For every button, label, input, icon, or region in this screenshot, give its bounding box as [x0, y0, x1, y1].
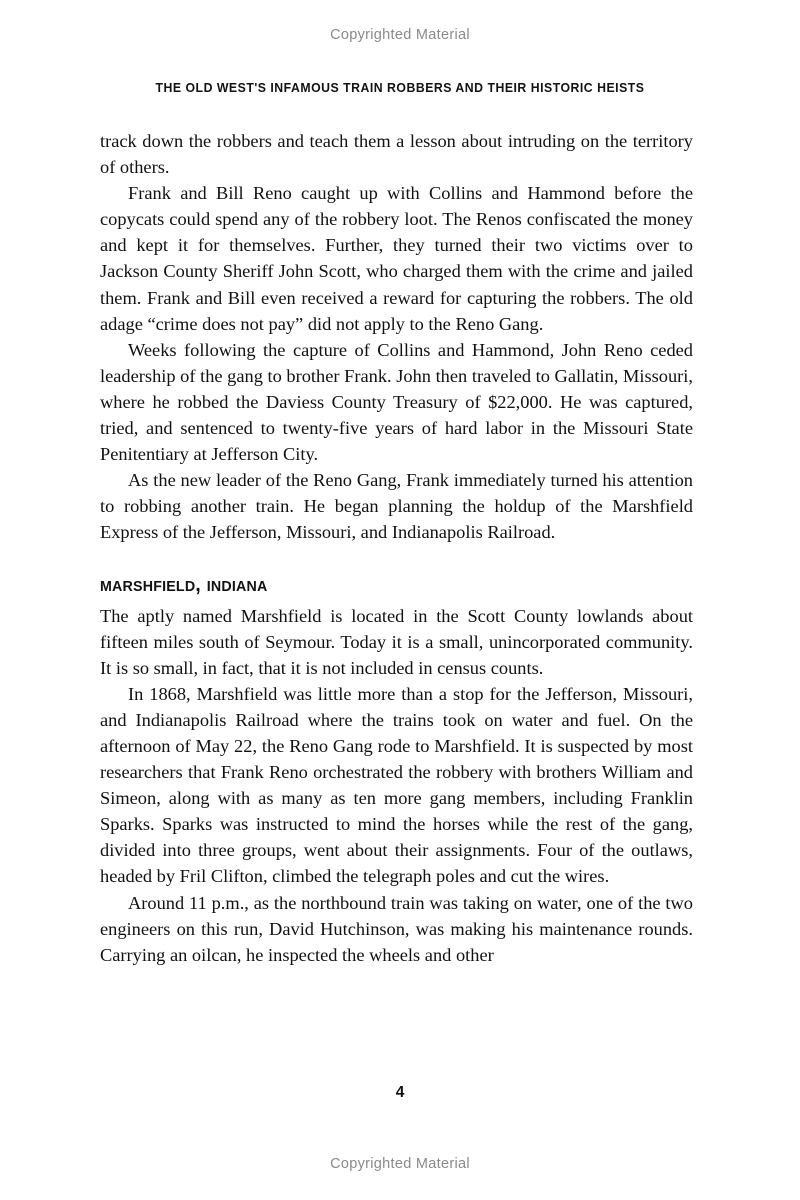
- paragraph-john-reno-gallatin: Weeks following the capture of Collins and Hammond, John Reno ceded leadership of the gang to brother Frank. John then traveled to Gallatin, Missouri, where he robbed the Daviess County Treasury of $22,000. He was captured, tried, and sentenced to twenty-five years of hard labor in the Missouri State Penitentiary at Jefferson City.: [100, 339, 693, 465]
- paragraph-frank-bill-reno: Frank and Bill Reno caught up with Collins and Hammond before the copycats could spend any of the robbery loot. The Renos confiscated the money and kept it for themselves. Further, they turned their two victims over to Jackson County Sheriff John Scott, who charged them with the crime and jailed them. Frank and Bill even received a reward for capturing the robbers. The old adage “crime does not pay” did not apply to the Reno Gang.: [100, 183, 693, 334]
- paragraph-around-11pm-hutchinson: Around 11 p.m., as the northbound train was taking on water, one of the two engineers on this run, David Hutchinson, was making his maintenance rounds. Carrying an oilcan, he inspected the wheels and other: [100, 892, 693, 965]
- paragraph-continued: track down the robbers and teach them a lesson about intruding on the territory of others.: [100, 131, 693, 178]
- copyright-watermark-bottom: Copyrighted Material: [330, 1156, 470, 1172]
- copyright-watermark-top: Copyrighted Material: [330, 27, 470, 43]
- heading-spacer-before: [100, 546, 693, 573]
- page-number: 4: [395, 1084, 405, 1101]
- paragraph-new-leader-frank: As the new leader of the Reno Gang, Frank immediately turned his attention to robbing another train. He began planning the holdup of the Marshfield Express of the Jefferson, Missouri, and Indianapolis Railroad.: [100, 470, 693, 543]
- paragraph-marshfield-description: The aptly named Marshfield is located in the Scott County lowlands about fifteen miles south of Seymour. Today it is a small, unincorporated community. It is so small, in fact, that it is not included in census counts.: [100, 605, 693, 678]
- text-column: [100, 128, 693, 968]
- paragraph-1868-marshfield-stop: In 1868, Marshfield was little more than a stop for the Jefferson, Missouri, and Indianapolis Railroad where the trains took on water and fuel. On the afternoon of May 22, the Reno Gang rode to Marshfield. It is suspected by most researchers that Frank Reno orchestrated the robbery with brothers William and Simeon, along with as many as ten more gang members, including Franklin Sparks. Sparks was instructed to mind the horses while the rest of the gang, divided into three groups, went about their assignments. Four of the outlaws, headed by Fril Clifton, climbed the telegraph poles and cut the wires.: [100, 683, 693, 887]
- section-heading-marshfield-indiana: marshfield, indiana: [100, 572, 268, 596]
- running-head: THE OLD WEST'S INFAMOUS TRAIN ROBBERS AND THEIR HISTORIC HEISTS: [155, 80, 645, 95]
